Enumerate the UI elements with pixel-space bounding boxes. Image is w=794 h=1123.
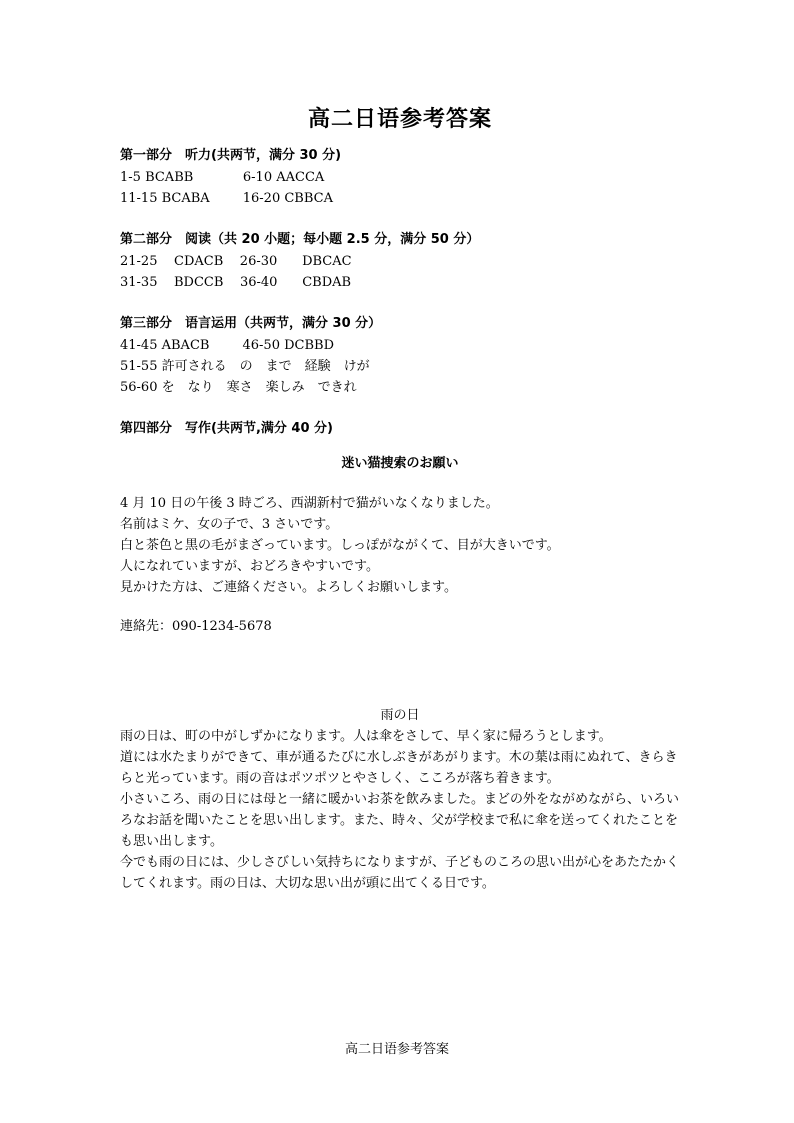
essay-sample bbox=[120, 705, 680, 894]
answer-line: 56-60 を なり 寒さ 楽しみ できれ bbox=[120, 380, 357, 395]
page-footer: 高二日语参考答案 bbox=[344, 1042, 449, 1057]
notice-line: 白と茶色と黒の毛がまざっています。しっぽがながくて、目が大きいです。 bbox=[120, 538, 560, 553]
answer-line: 11-15 BCABA 16-20 CBBCA bbox=[120, 191, 333, 206]
part4-writing bbox=[120, 418, 680, 894]
notice-title: 迷い猫捜索のお願い bbox=[341, 456, 459, 471]
document-title: 高二日语参考答案 bbox=[307, 106, 492, 132]
answer-line: 51-55 許可される の まで 経験 けが bbox=[120, 359, 370, 374]
essay-paragraph: 小さいころ、雨の日には母と一緒に暖かいお茶を飲みました。まどの外をながめながら、いろいろなお話を聞いたことを思い出します。また、時々、父が学校まで私に傘を送ってくれたことをも思い出します。 bbox=[120, 792, 680, 849]
part1-heading: 第一部分 听力(共两节，满分 30 分) bbox=[120, 148, 342, 163]
part3-heading: 第三部分 语言运用（共两节，满分 30 分） bbox=[120, 316, 382, 331]
part1-listening bbox=[120, 145, 680, 209]
answer-line: 21-25 CDACB 26-30 DBCAC bbox=[120, 254, 352, 269]
notice-line: 4 月 10 日の午後 3 時ごろ、西湖新村で猫がいなくなりました。 bbox=[120, 496, 499, 511]
answer-line: 1-5 BCABB 6-10 AACCA bbox=[120, 170, 325, 185]
part4-heading: 第四部分 写作(共两节,满分 40 分) bbox=[120, 421, 333, 436]
notice-sample bbox=[120, 452, 680, 637]
notice-line: 見かけた方は、ご連絡ください。よろしくお願いします。 bbox=[120, 580, 457, 595]
essay-paragraph: 今でも雨の日には、少しさびしい気持ちになりますが、子どものころの思い出が心をあたたかくしてくれます。雨の日は、大切な思い出が頭に出てくる日です。 bbox=[120, 855, 680, 891]
essay-title: 雨の日 bbox=[380, 708, 420, 723]
essay-paragraph: 雨の日は、町の中がしずかになります。人は傘をさして、早く家に帰ろうとします。 bbox=[120, 729, 612, 744]
answer-sheet bbox=[120, 102, 680, 894]
notice-line: 人になれていますが、おどろきやすいです。 bbox=[120, 559, 379, 574]
notice-contact: 連絡先：090-1234-5678 bbox=[120, 619, 272, 634]
notice-line: 名前はミケ、女の子で、3 さいです。 bbox=[120, 517, 339, 532]
part3-language-use bbox=[120, 313, 680, 398]
essay-paragraph: 道には水たまりができて、車が通るたびに水しぶきがあがります。木の葉は雨にぬれて、きらきらと光っています。雨の音はポツポツとやさしく、こころが落ち着きます。 bbox=[120, 750, 678, 786]
part2-reading bbox=[120, 229, 680, 293]
part2-heading: 第二部分 阅读（共 20 小题；每小题 2.5 分，满分 50 分） bbox=[120, 232, 480, 247]
answer-line: 41-45 ABACB 46-50 DCBBD bbox=[120, 338, 335, 353]
answer-line: 31-35 BDCCB 36-40 CBDAB bbox=[120, 275, 352, 290]
